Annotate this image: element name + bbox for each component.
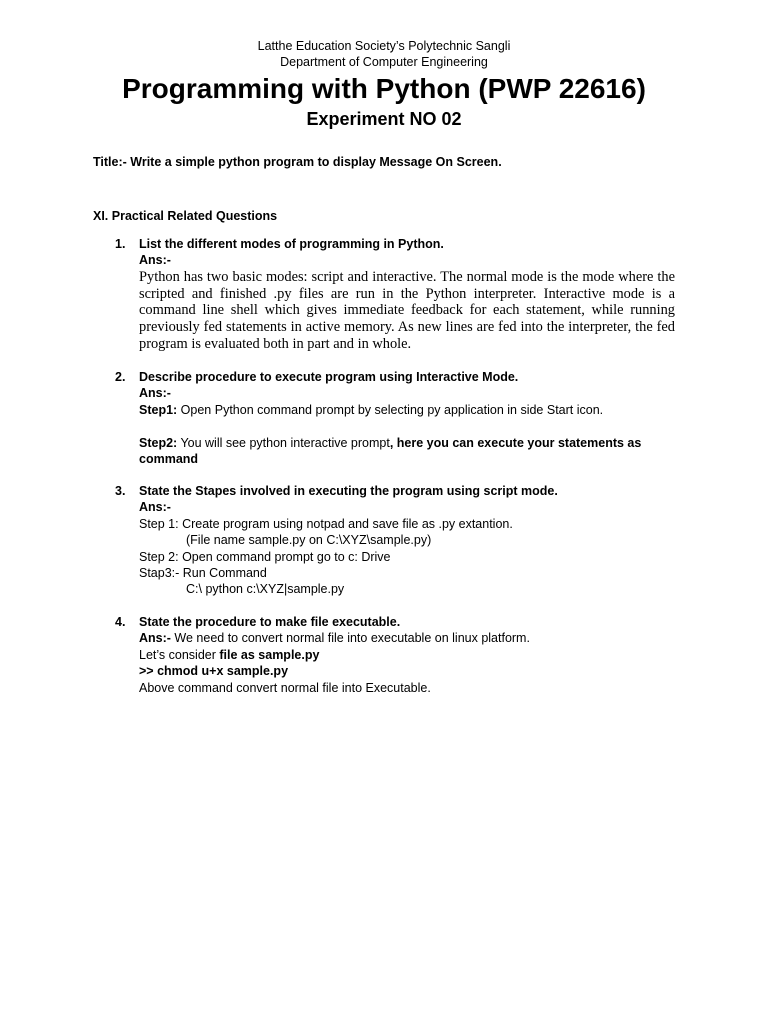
answer-line: C:\ python c:\XYZ|sample.py (186, 582, 345, 597)
institution-name: Latthe Education Society’s Polytechnic Sangli (257, 39, 511, 53)
consider-line (139, 647, 675, 663)
step-2-text: You will see python interactive prompt (177, 435, 390, 450)
department-name: Department of Computer Engineering (280, 55, 488, 69)
step-1 (139, 402, 675, 418)
answer-text: We need to convert normal file into executable on linux platform. (170, 631, 530, 646)
course-title: Programming with Python (PWP 22616) (122, 73, 646, 104)
consider-file: file as sample.py (219, 647, 320, 662)
step-2-continued: command (139, 452, 199, 467)
answer-label: Ans:- (139, 631, 171, 646)
answer-text: Python has two basic modes: script and interactive. The normal mode is the mode where the scripted and finished .py files are run in the Python interpreter. Interactive mode is a command line shell which gives immediate feedback for each statement, while running previously fed statements in active memory. As new lines are fed into the interpreter, the fed program is evaluated both in part and in whole. (139, 268, 675, 352)
question-text: List the different modes of programming in Python. (139, 237, 444, 251)
question-number: 2. (115, 370, 126, 384)
step-1-text: Open Python command prompt by selecting py application in side Start icon. (177, 402, 604, 417)
consider-text: Let’s consider (139, 647, 220, 662)
question-number: 4. (115, 615, 126, 629)
step-2-label: Step2: (139, 435, 178, 450)
answer-label: Ans:- (139, 386, 171, 401)
conclusion-text: Above command convert normal file into Executable. (139, 680, 431, 695)
step-1-label: Step1: (139, 402, 178, 417)
experiment-title: Title:- Write a simple python program to display Message On Screen. (93, 155, 502, 169)
step-2 (139, 435, 675, 451)
question-text: State the procedure to make file executable. (139, 615, 401, 629)
answer-line: (File name sample.py on C:\XYZ\sample.py) (186, 533, 432, 548)
experiment-number: Experiment NO 02 (306, 109, 462, 129)
answer-intro (139, 630, 675, 646)
question-number: 3. (115, 484, 126, 498)
question-text: Describe procedure to execute program using Interactive Mode. (139, 370, 519, 384)
answer-label: Ans:- (139, 253, 171, 268)
chmod-command: >> chmod u+x sample.py (139, 664, 289, 679)
answer-line: Stap3:- Run Command (139, 566, 267, 581)
answer-line: Step 2: Open command prompt go to c: Drive (139, 549, 391, 564)
question-number: 1. (115, 237, 126, 251)
answer-line: Step 1: Create program using notpad and save file as .py extantion. (139, 516, 513, 531)
step-2-emphasis: , here you can execute your statements as (389, 435, 642, 450)
answer-label: Ans:- (139, 500, 171, 515)
question-text: State the Stapes involved in executing the program using script mode. (139, 484, 558, 498)
section-heading: XI. Practical Related Questions (93, 209, 278, 223)
